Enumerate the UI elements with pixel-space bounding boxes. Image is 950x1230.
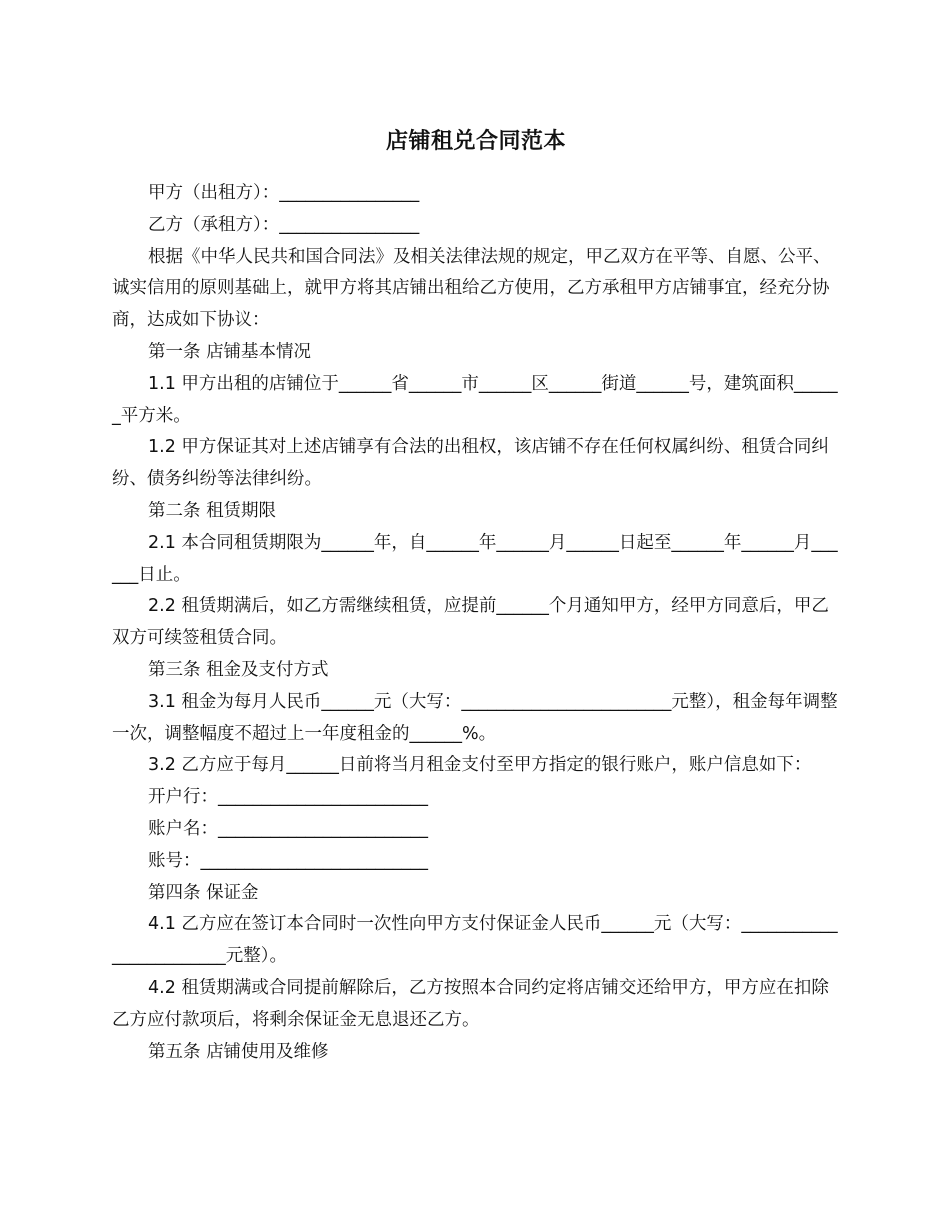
article-1-heading: 第一条 店铺基本情况 <box>148 341 312 362</box>
party-b-line: 乙方（承租方）：________________ <box>148 214 420 235</box>
contract-page <box>112 120 840 1068</box>
clause-2-2: 2.2 租赁期满后，如乙方需继续租赁，应提前______个月通知甲方，经甲方同意后，甲乙双方可续签租赁合同。 <box>112 596 829 649</box>
clause-4-2: 4.2 租赁期满或合同提前解除后，乙方按照本合同约定将店铺交还给甲方，甲方应在扣除乙方应付款项后，将剩余保证金无息退还乙方。 <box>112 977 829 1030</box>
bank-name-line: 开户行：________________________ <box>148 787 428 808</box>
clause-4-1: 4.1 乙方应在签订本合同时一次性向甲方支付保证金人民币______元（大写：________________________元整）。 <box>112 914 838 967</box>
article-5-heading: 第五条 店铺使用及维修 <box>148 1041 329 1062</box>
article-2-heading: 第二条 租赁期限 <box>148 500 277 521</box>
account-number-line: 账号：__________________________ <box>148 850 428 871</box>
preamble-paragraph: 根据《中华人民共和国合同法》及相关法律法规的规定，甲乙双方在平等、自愿、公平、诚实信用的原则基础上，就甲方将其店铺出租给乙方使用，乙方承租甲方店铺事宜，经充分协商，达成如下协议： <box>112 246 831 331</box>
page-title: 店铺租兑合同范本 <box>385 129 566 154</box>
clause-2-1: 2.1 本合同租赁期限为______年，自______年______月______日起至______年______月______日止。 <box>112 532 838 585</box>
article-3-heading: 第三条 租金及支付方式 <box>148 659 329 680</box>
clause-1-1: 1.1 甲方出租的店铺位于______省______市______区______街道______号，建筑面积______平方米。 <box>112 373 838 426</box>
clause-3-1: 3.1 租金为每月人民币______元（大写：________________________元整），租金每年调整一次，调整幅度不超过上一年度租金的______%。 <box>112 691 838 744</box>
clause-3-2: 3.2 乙方应于每月______日前将当月租金支付至甲方指定的银行账户，账户信息如下： <box>148 755 812 776</box>
account-name-line: 账户名：________________________ <box>148 818 428 839</box>
clause-1-2: 1.2 甲方保证其对上述店铺享有合法的出租权，该店铺不存在任何权属纠纷、租赁合同纠纷、债务纠纷等法律纠纷。 <box>112 437 829 490</box>
article-4-heading: 第四条 保证金 <box>148 882 259 903</box>
party-a-line: 甲方（出租方）：________________ <box>148 183 420 203</box>
